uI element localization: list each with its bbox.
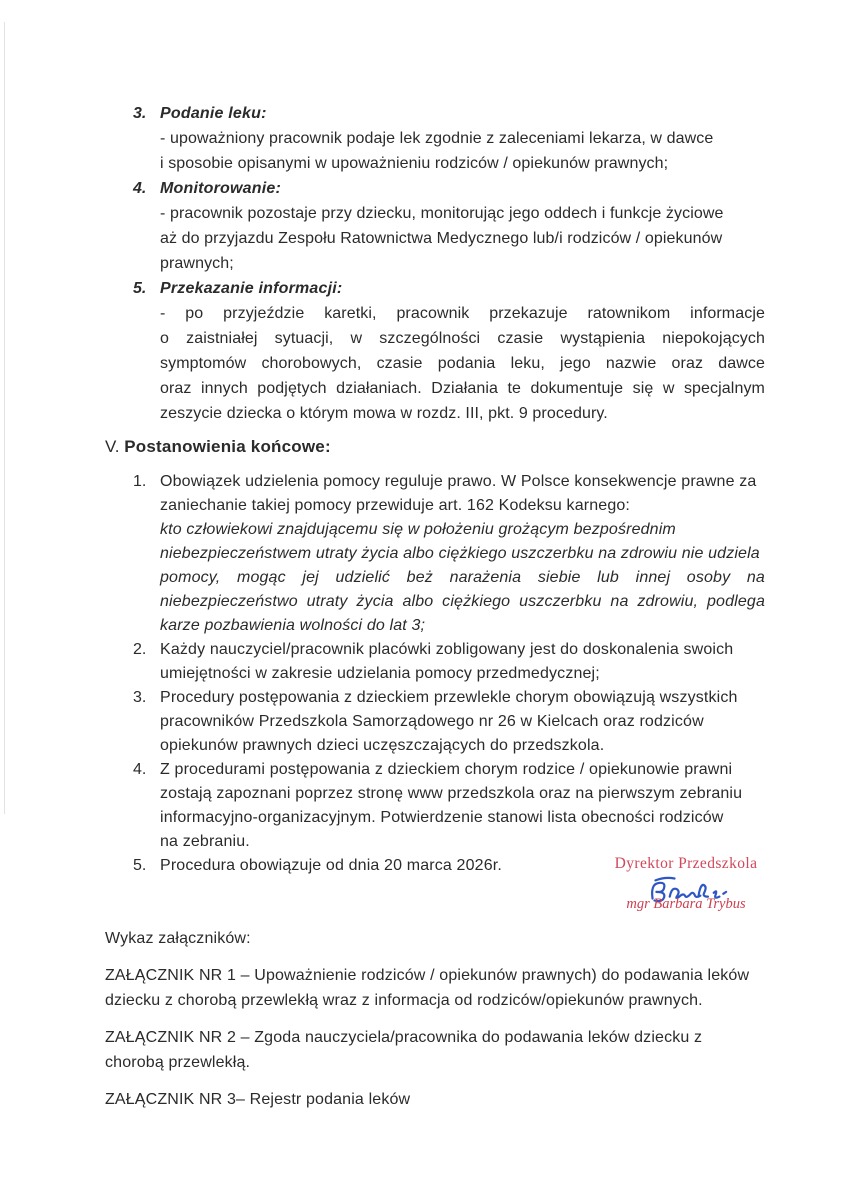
step-number: 4. <box>133 180 147 197</box>
provision-item-3 <box>133 686 765 758</box>
provision-number: 5. <box>133 857 147 874</box>
attachments-section <box>105 926 769 1112</box>
provision-line: zaniechanie takiej pomocy przewiduje art. 162 Kodeksu karnego: <box>160 497 631 514</box>
provision-line: na zebraniu. <box>160 833 250 850</box>
step-title: Przekazanie informacji: <box>160 280 343 297</box>
provision-item-4 <box>133 758 765 854</box>
step-line: - pracownik pozostaje przy dziecku, monitorując jego oddech i funkcje życiowe <box>160 205 724 222</box>
attachment-paragraph-2 <box>105 1025 769 1075</box>
provision-line-quote: karze pozbawienia wolności do lat 3; <box>160 617 426 634</box>
step-line: o zaistniałej sytuacji, w szczególności czasie wystąpienia niepokojących <box>160 330 765 347</box>
provision-item-2 <box>133 638 765 686</box>
scan-artifact-line <box>4 22 5 814</box>
provision-line: umiejętności w zakresie udzielania pomocy przedmedycznej; <box>160 665 600 682</box>
provision-line: pracowników Przedszkola Samorządowego nr 26 w Kielcach oraz rodziców <box>160 713 704 730</box>
provision-line: informacyjno-organizacyjnym. Potwierdzenie stanowi lista obecności rodziców <box>160 809 724 826</box>
procedure-step-list <box>133 101 765 426</box>
step-title: Monitorowanie: <box>160 180 282 197</box>
attachment-line: chorobą przewlekłą. <box>105 1054 251 1071</box>
section-heading-text: Postanowienia końcowe: <box>124 437 331 456</box>
provision-item-1 <box>133 470 765 638</box>
provision-number: 4. <box>133 761 147 778</box>
attachments-heading: Wykaz załączników: <box>105 930 251 947</box>
signature-role: Dyrektor Przedszkola <box>614 855 758 872</box>
step-title: Podanie leku: <box>160 105 267 122</box>
step-line: symptomów chorobowych, czasie podania leku, jego nazwie oraz dawce <box>160 355 765 372</box>
step-line: prawnych; <box>160 255 234 272</box>
provision-number: 2. <box>133 641 147 658</box>
step-line: i sposobie opisanymi w upoważnieniu rodziców / opiekunów prawnych; <box>160 155 669 172</box>
provision-line: Każdy nauczyciel/pracownik placówki zobligowany jest do doskonalenia swoich <box>160 641 734 658</box>
provision-line: Obowiązek udzielenia pomocy reguluje prawo. W Polsce konsekwencje prawne za <box>160 473 757 490</box>
provision-number: 1. <box>133 473 147 490</box>
provision-line-quote: niebezpieczeństwo utraty życia albo ciężkiego uszczerbku na zdrowiu, podlega <box>160 593 765 610</box>
provision-line: Procedury postępowania z dzieckiem przewlekle chorym obowiązują wszystkich <box>160 689 738 706</box>
attachment-line: dziecku z chorobą przewlekłą wraz z informacja od rodziców/opiekunów prawnych. <box>105 992 703 1009</box>
step-line: zeszycie dziecka o którym mowa w rozdz. III, pkt. 9 procedury. <box>160 405 608 422</box>
provision-line: Z procedurami postępowania z dzieckiem chorym rodzice / opiekunowie prawni <box>160 761 733 778</box>
procedure-step-5 <box>133 276 765 426</box>
attachment-paragraph-3 <box>105 1087 769 1112</box>
procedure-step-3 <box>133 101 765 176</box>
section-heading <box>105 434 331 459</box>
step-number: 3. <box>133 105 147 122</box>
provision-line-quote: niebezpieczeństwem utraty życia albo ciężkiego uszczerbku na zdrowiu nie udziela <box>160 545 760 562</box>
signature-name: mgr Barbara Trybus <box>626 896 746 912</box>
provision-line-quote: kto człowiekowi znajdującemu się w położeniu grożącym bezpośrednim <box>160 521 676 538</box>
step-line: - po przyjeździe karetki, pracownik przekazuje ratownikom informacje <box>160 305 765 322</box>
step-line: oraz innych podjętych działaniach. Działania te dokumentuje się w specjalnym <box>160 380 765 397</box>
attachment-line: ZAŁĄCZNIK NR 1 – Upoważnienie rodziców / opiekunów prawnych) do podawania leków <box>105 967 750 984</box>
step-line: aż do przyjazdu Zespołu Ratownictwa Medycznego lub/i rodziców / opiekunów <box>160 230 723 247</box>
attachment-line: ZAŁĄCZNIK NR 3– Rejestr podania leków <box>105 1091 411 1108</box>
provision-line: opiekunów prawnych dzieci uczęszczających do przedszkola. <box>160 737 605 754</box>
procedure-step-4 <box>133 176 765 276</box>
provision-line-quote: pomocy, mogąc jej udzielić beż narażenia siebie lub innej osoby na <box>160 569 765 586</box>
step-line: - upoważniony pracownik podaje lek zgodnie z zaleceniami lekarza, w dawce <box>160 130 714 147</box>
provision-line: zostają zapoznani poprzez stronę www przedszkola oraz na pierwszym zebraniu <box>160 785 743 802</box>
section-heading-prefix: V. <box>105 437 120 456</box>
attachment-line: ZAŁĄCZNIK NR 2 – Zgoda nauczyciela/pracownika do podawania leków dziecku z <box>105 1029 703 1046</box>
provision-number: 3. <box>133 689 147 706</box>
final-provisions-list <box>133 470 765 878</box>
provision-line: Procedura obowiązuje od dnia 20 marca 2026r. <box>160 857 502 874</box>
signature-block <box>586 855 786 912</box>
step-number: 5. <box>133 280 147 297</box>
attachment-paragraph-1 <box>105 963 769 1013</box>
